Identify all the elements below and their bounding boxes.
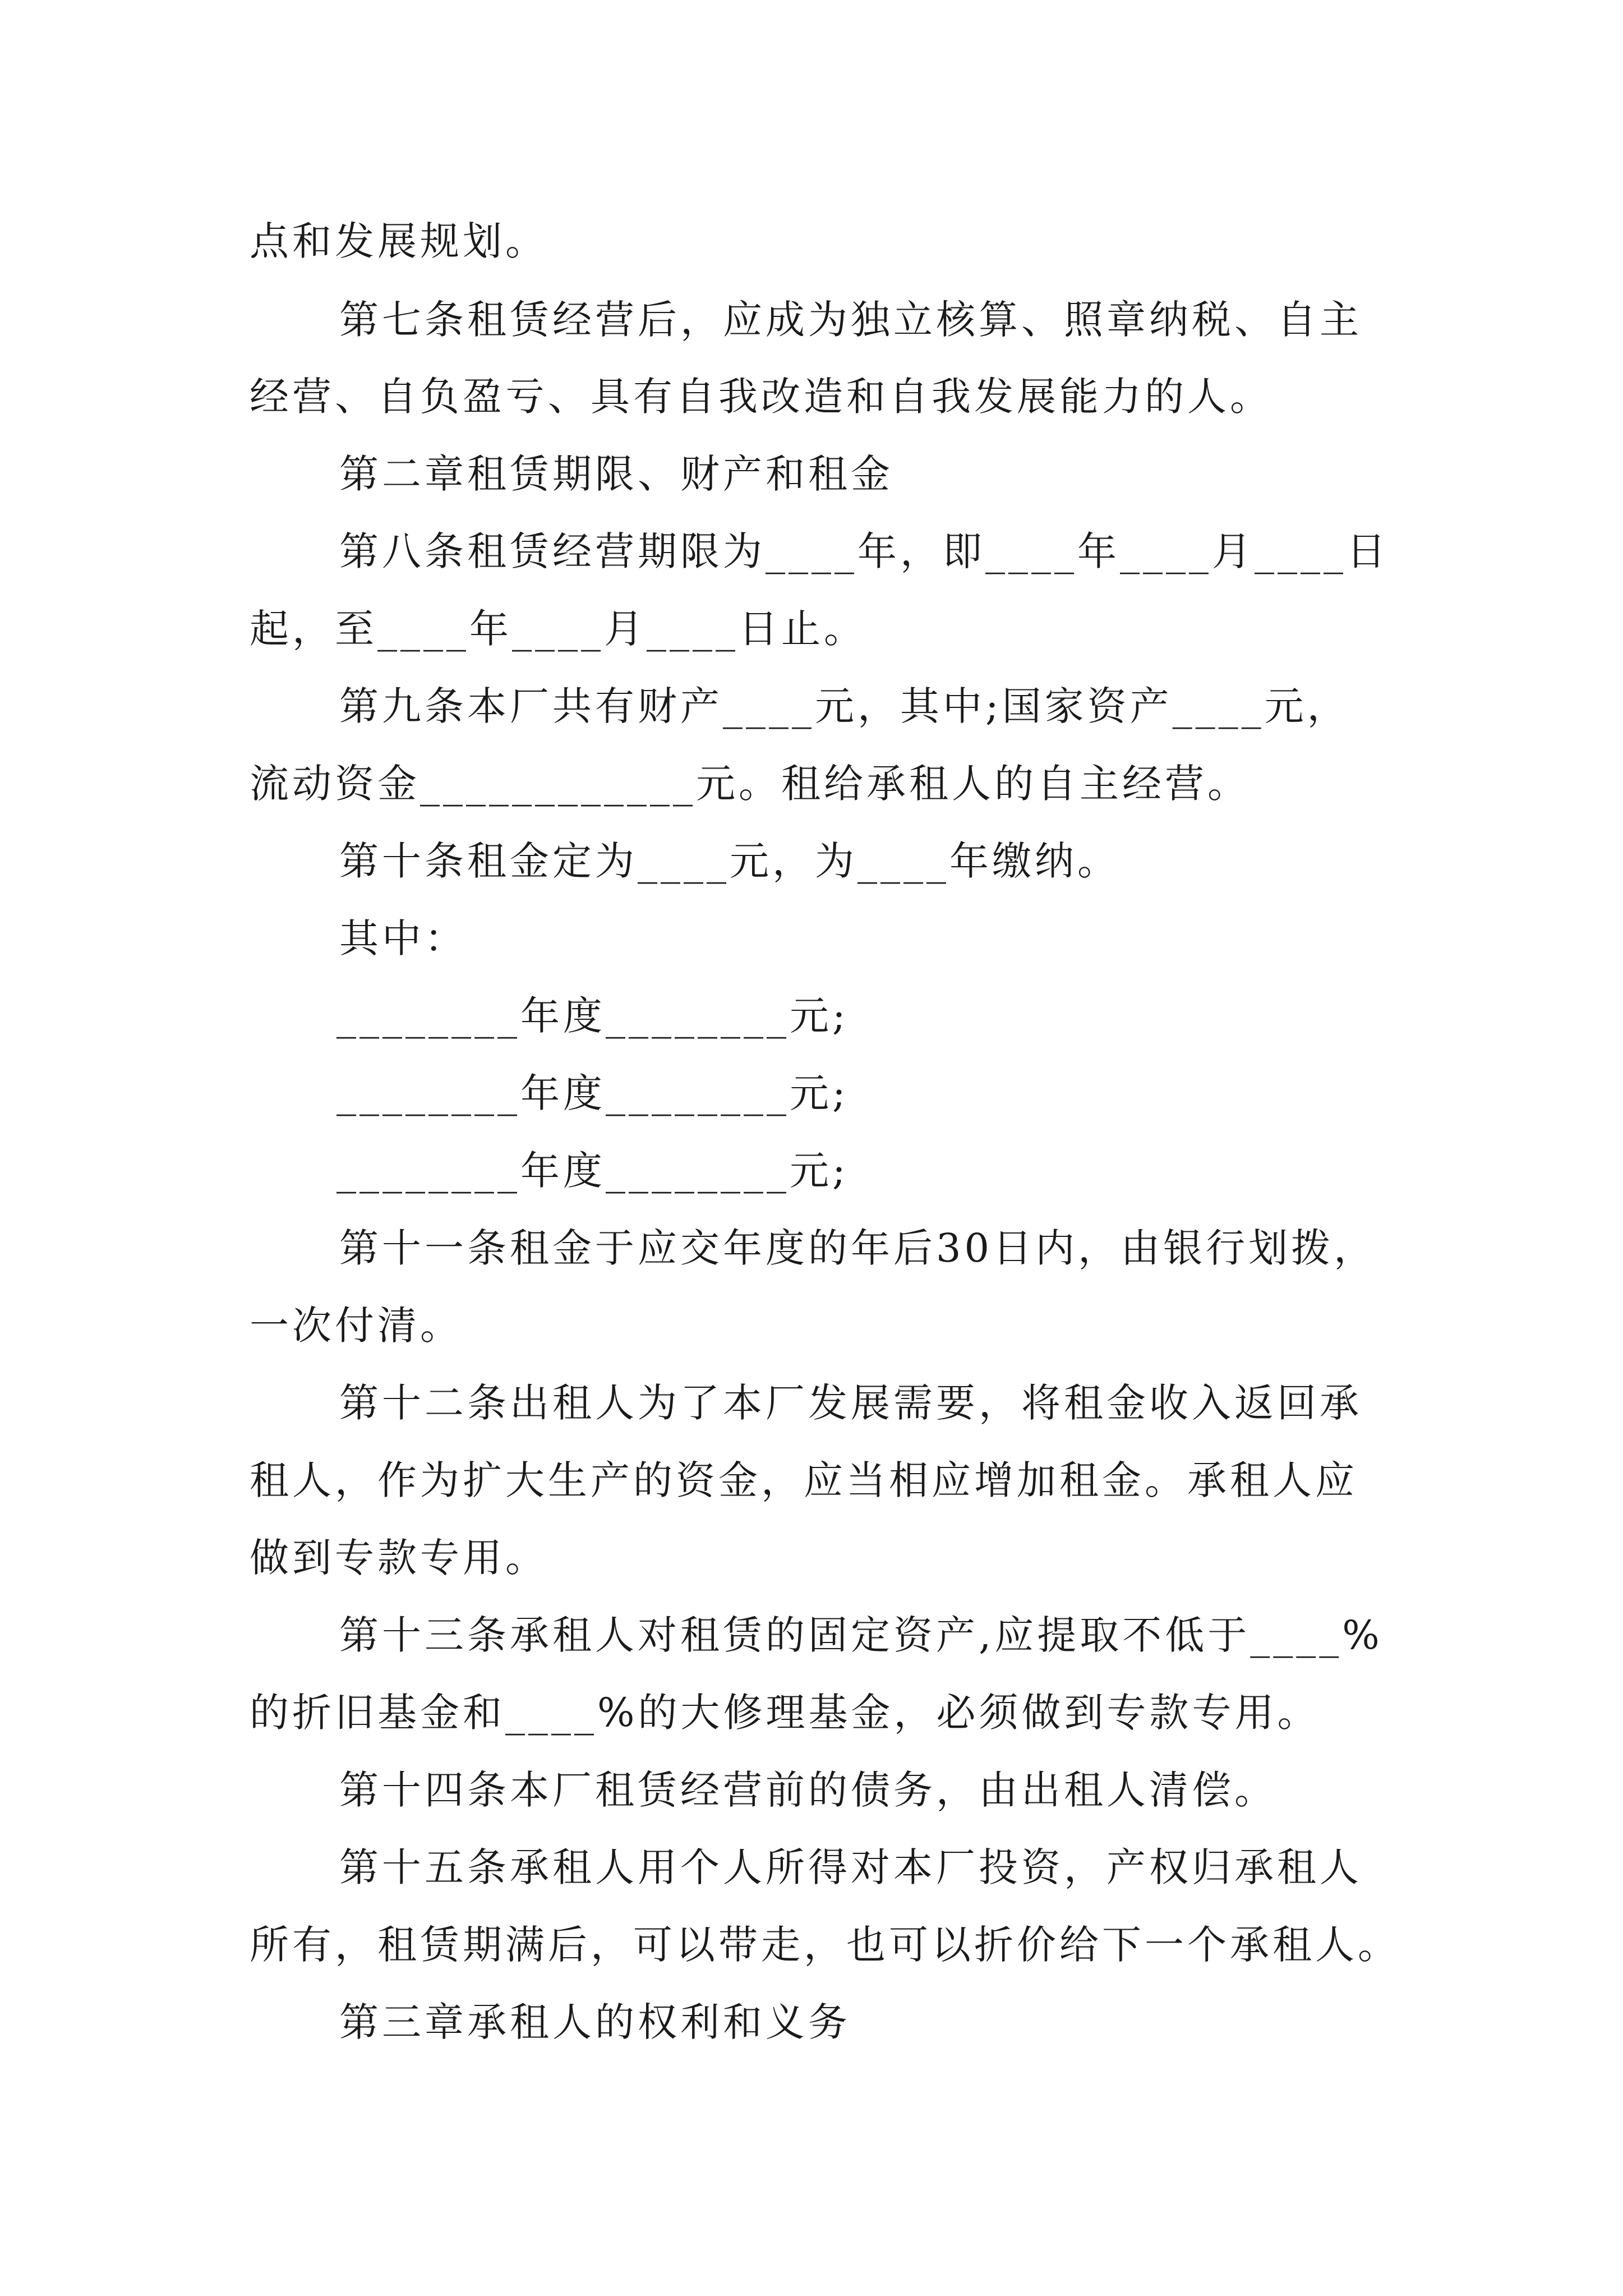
text-line: ________年度________元;	[336, 1070, 849, 1116]
text-line: 的折旧基金和____%的大修理基金，必须做到专款专用。	[250, 1690, 1320, 1736]
text-line: 第十条租金定为____元，为____年缴纳。	[339, 838, 1120, 884]
text-line: 第十三条承租人对租赁的固定资产,应提取不低于____%	[339, 1612, 1383, 1658]
text-line: 经营、自负盈亏、具有自我改造和自我发展能力的人。	[250, 374, 1272, 420]
text-line: 其中：	[339, 915, 467, 961]
text-line: ________年度________元;	[336, 1148, 849, 1194]
text-line: 点和发展规划。	[250, 218, 548, 264]
text-line: 流动资金____________元。租给承租人的自主经营。	[250, 761, 1250, 807]
text-line: 一次付清。	[250, 1303, 463, 1349]
text-line: 所有，租赁期满后，可以带走，也可以折价给下一个承租人。	[250, 1922, 1400, 1968]
text-line: 第十四条本厂租赁经营前的债务，由出租人清偿。	[339, 1767, 1277, 1813]
text-line: 第十二条出租人为了本厂发展需要，将租金收入返回承	[339, 1380, 1362, 1426]
text-line: 起，至____年____月____日止。	[250, 606, 866, 652]
text-line: ________年度________元;	[336, 993, 849, 1039]
section-heading: 第三章承租人的权利和义务	[339, 1999, 851, 2045]
text-line: 第十一条租金于应交年度的年后30日内，由银行划拨，	[339, 1225, 1377, 1271]
text-line: 第九条本厂共有财产____元，其中;国家资产____元，	[339, 683, 1350, 729]
text-line: 第十五条承租人用个人所得对本厂投资，产权归承租人	[339, 1844, 1362, 1890]
text-line: 第八条租赁经营期限为____年，即____年____月____日	[339, 528, 1389, 574]
text-line: 第七条租赁经营后，应成为独立核算、照章纳税、自主	[339, 297, 1362, 343]
section-heading: 第二章租赁期限、财产和租金	[339, 451, 893, 497]
text-line: 做到专款专用。	[250, 1535, 548, 1581]
text-line: 租人，作为扩大生产的资金，应当相应增加租金。承租人应	[250, 1457, 1358, 1503]
